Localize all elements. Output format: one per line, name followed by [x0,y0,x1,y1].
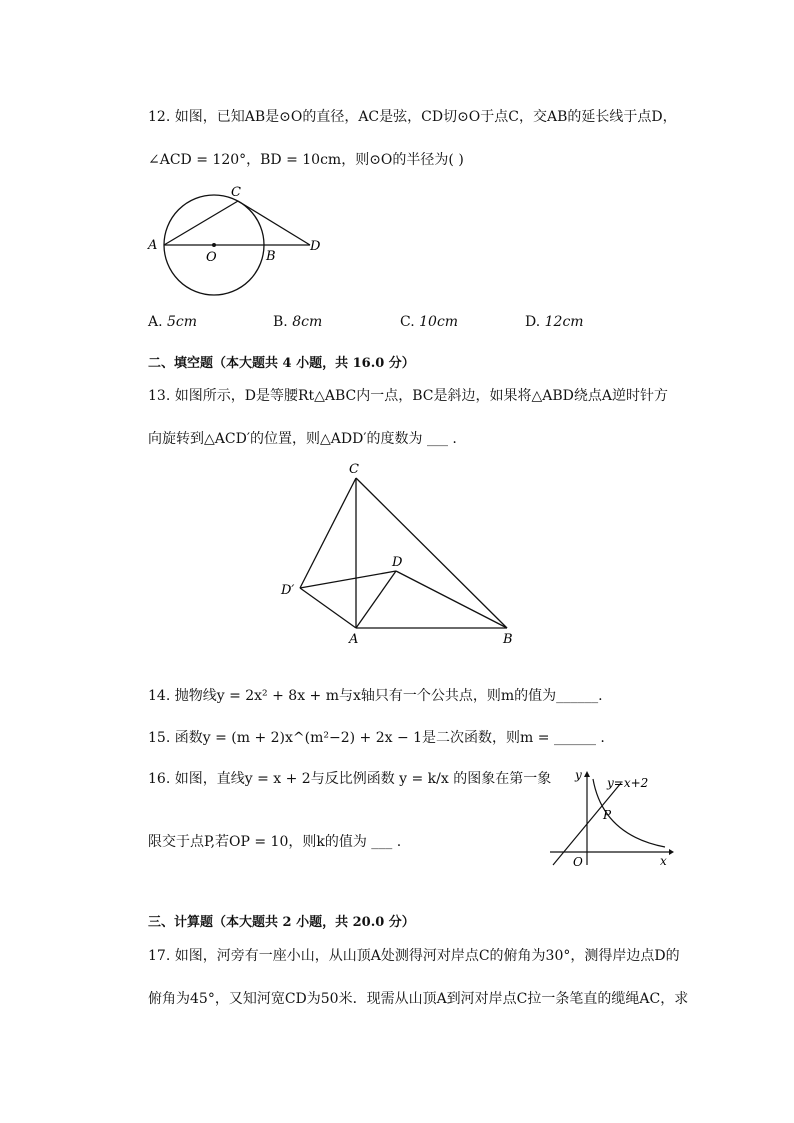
tangent-cd [238,201,310,245]
label-p: P [603,808,612,822]
q12-circle-figure [140,182,340,307]
q14-text: 14. 抛物线y = 2x² + 8x + m与x轴只有一个公共点，则m的值为______. [148,688,603,704]
label-line: y=x+2 [607,776,649,790]
q12-line2: ∠ACD = 120°，BD = 10cm，则⊙O的半径为( ) [148,152,464,168]
chord-ac [164,201,238,245]
q12-option-b: B. 8cm [273,314,323,330]
label-y: y [575,768,582,782]
segment-ad [356,571,396,628]
label-a: A [148,238,158,253]
segment-cb [356,478,507,628]
label-b: B [266,249,276,264]
q16-graph-figure [545,765,675,870]
q16-line1: 16. 如图，直线y = x + 2与反比例函数 y = k/x 的图象在第一象 [148,771,552,787]
q17-line2: 俯角为45°，又知河宽CD为50米．现需从山顶A到河对岸点C拉一条笔直的缆绳AC，求 [148,991,689,1007]
label-b: B [503,632,513,647]
label-x: x [660,854,667,868]
q12-option-d: D. 12cm [525,314,584,330]
section-fill-in-title: 二、填空题（本大题共 4 小题，共 16.0 分） [148,356,415,371]
x-axis-arrow [669,849,674,855]
section-calc-title: 三、计算题（本大题共 2 小题，共 20.0 分） [148,915,415,930]
q12-option-a: A. 5cm [148,314,198,330]
label-c: C [349,462,359,477]
segment-dpa [300,588,356,628]
q13-line2: 向旋转到△ACD′的位置，则△ADD′的度数为 ___ . [148,431,457,447]
label-dprime: D′ [281,583,295,598]
q12-line1: 12. 如图，已知AB是⊙O的直径，AC是弦，CD切⊙O于点C，交AB的延长线于点D， [148,109,677,125]
q13-line1: 13. 如图所示，D是等腰Rt△ABC内一点，BC是斜边，如果将△ABD绕点A逆时针方 [148,388,669,404]
segment-cdp [300,478,356,588]
label-o: O [573,855,583,869]
q13-triangle-figure [275,458,525,648]
label-d: D [392,555,403,570]
y-axis-arrow [584,771,590,777]
label-o: O [206,250,217,265]
segment-dpd [300,571,396,588]
label-d: D [310,239,321,254]
q12-option-c: C. 10cm [400,314,459,330]
label-a: A [349,632,359,647]
q17-line1: 17. 如图，河旁有一座小山，从山顶A处测得河对岸点C的俯角为30°，测得岸边点D的 [148,948,680,964]
segment-db [396,571,507,628]
center-dot [212,243,216,247]
label-c: C [231,185,241,200]
q15-text: 15. 函数y = (m + 2)x^(m²−2) + 2x − 1是二次函数，则m = ______ . [148,730,605,746]
q16-line2: 限交于点P,若OP = 10，则k的值为 ___ . [148,834,402,850]
